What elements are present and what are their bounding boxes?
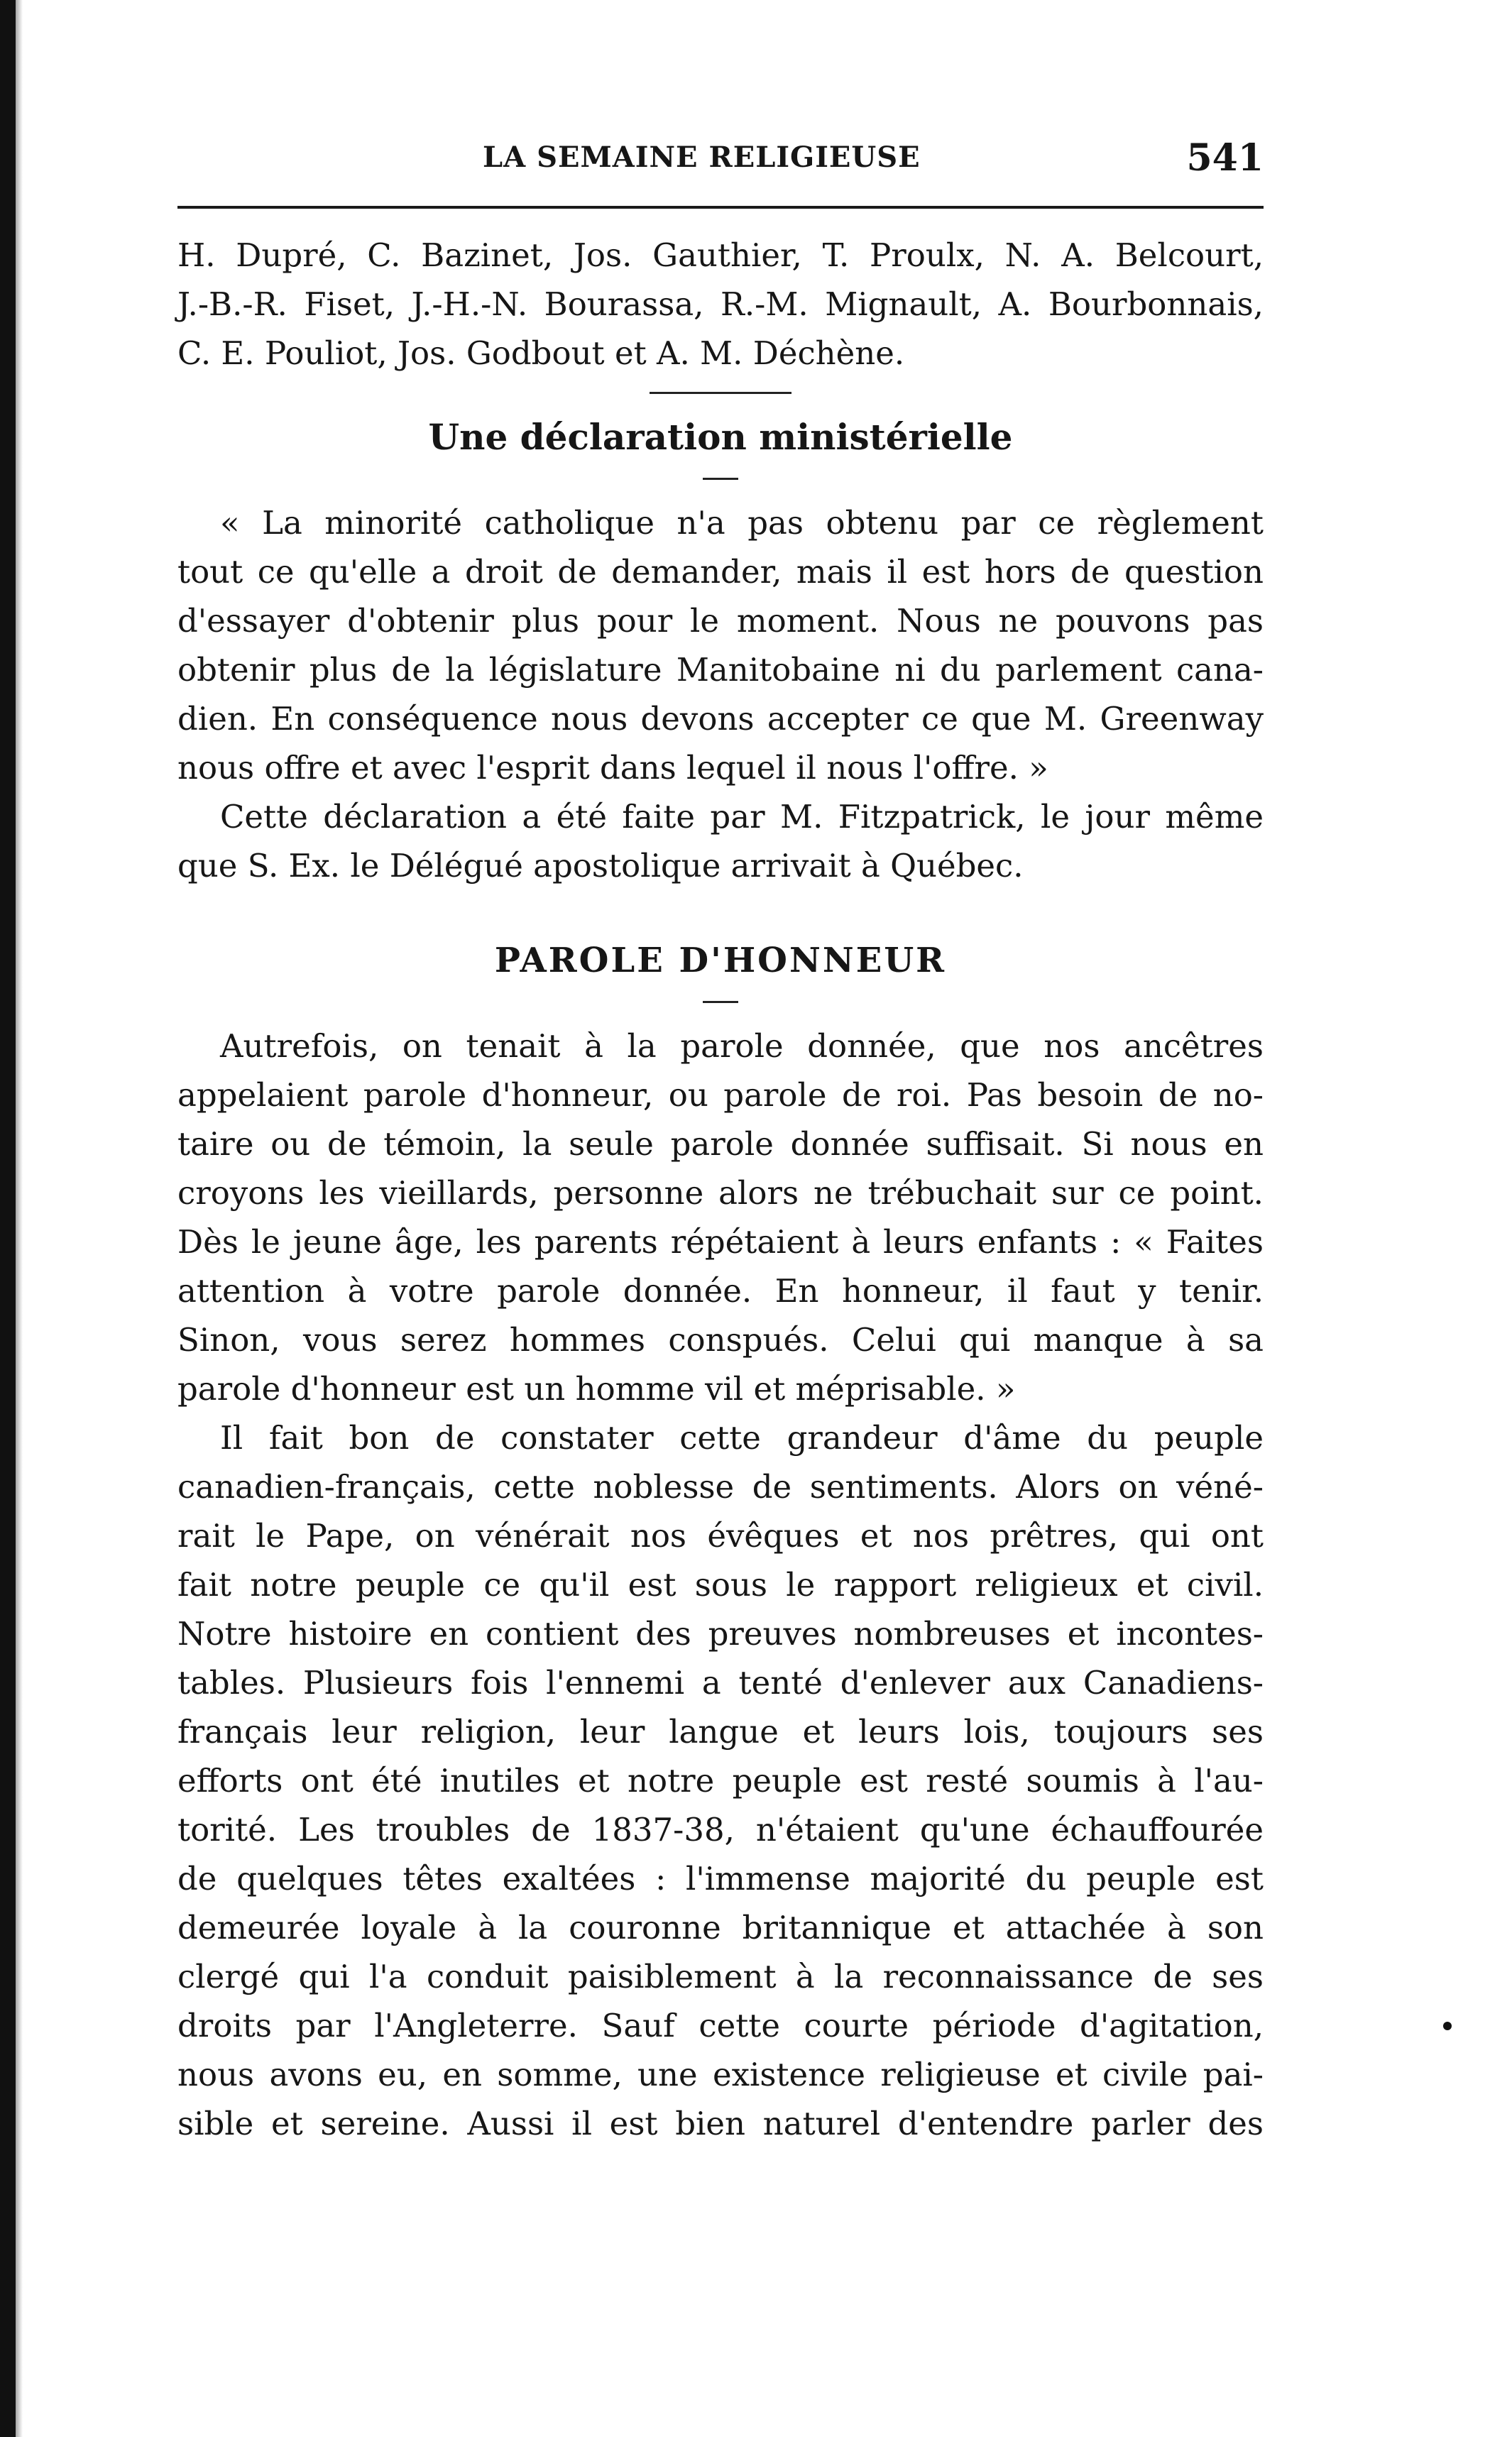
paragraph-line: sible et sereine. Aussi il est bien naturel d'entendre parler des <box>177 2105 1264 2142</box>
paragraph-line: Autrefois, on tenait à la parole donnée, que nos ancêtres <box>220 1027 1264 1065</box>
paragraph-line: efforts ont été inutiles et notre peuple est resté soumis à l'au- <box>177 1762 1264 1800</box>
heading-rule <box>703 478 738 480</box>
heading-rule <box>703 1001 738 1003</box>
margin-ink-dot <box>1443 2022 1452 2030</box>
paragraph-line: canadien-français, cette noblesse de sentiments. Alors on véné- <box>177 1468 1264 1506</box>
paragraph-line: torité. Les troubles de 1837-38, n'étaient qu'une échauffourée <box>177 1811 1264 1849</box>
paragraph-line: de quelques têtes exaltées : l'immense majorité du peuple est <box>177 1860 1264 1897</box>
paragraph-line: tout ce qu'elle a droit de demander, mais il est hors de question <box>177 553 1264 591</box>
paragraph-line: nous avons eu, en somme, une existence religieuse et civile pai- <box>177 2056 1264 2093</box>
paragraph-line: appelaient parole d'honneur, ou parole de roi. Pas besoin de no- <box>177 1076 1264 1114</box>
paragraph-line: Notre histoire en contient des preuves nombreuses et incontes- <box>177 1615 1264 1653</box>
intro-line: C. E. Pouliot, Jos. Godbout et A. M. Déchène. <box>177 334 905 372</box>
paragraph-line: Cette déclaration a été faite par M. Fitzpatrick, le jour même <box>220 798 1264 836</box>
paragraph-line: français leur religion, leur langue et leurs lois, toujours ses <box>177 1713 1264 1751</box>
paragraph-line: taire ou de témoin, la seule parole donnée suffisait. Si nous en <box>177 1125 1264 1163</box>
intro-line: J.-B.-R. Fiset, J.-H.-N. Bourassa, R.-M. Mignault, A. Bourbonnais, <box>177 285 1264 323</box>
paragraph-line: Dès le jeune âge, les parents répétaient à leurs enfants : « Faites <box>177 1223 1264 1261</box>
paragraph-line: Sinon, vous serez hommes conspués. Celui qui manque à sa <box>177 1321 1264 1359</box>
running-header <box>177 136 1264 190</box>
paragraph-line: « La minorité catholique n'a pas obtenu par ce règlement <box>220 504 1264 542</box>
body-text <box>177 231 1264 2148</box>
intro-line: H. Dupré, C. Bazinet, Jos. Gauthier, T. Proulx, N. A. Belcourt, <box>177 236 1264 274</box>
paragraph-line: d'essayer d'obtenir plus pour le moment. Nous ne pouvons pas <box>177 602 1264 640</box>
paragraph-line: tables. Plusieurs fois l'ennemi a tenté d'enlever aux Canadiens- <box>177 1664 1264 1702</box>
running-title: LA SEMAINE RELIGIEUSE <box>483 141 921 174</box>
paragraph-line: clergé qui l'a conduit paisiblement à la reconnaissance de ses <box>177 1958 1264 1995</box>
page-number: 541 <box>1186 136 1264 180</box>
section-divider <box>650 392 791 394</box>
paragraph-line: droits par l'Angleterre. Sauf cette courte période d'agitation, <box>177 2007 1264 2044</box>
header-rule <box>177 206 1264 209</box>
paragraph-line: demeurée loyale à la couronne britannique et attachée à son <box>177 1909 1264 1946</box>
section-heading-declaration: Une déclaration ministérielle <box>428 416 1013 458</box>
paragraph-line: parole d'honneur est un homme vil et méprisable. » <box>177 1370 1016 1408</box>
paragraph-line: fait notre peuple ce qu'il est sous le rapport religieux et civil. <box>177 1566 1264 1604</box>
paragraph-line: croyons les vieillards, personne alors ne trébuchait sur ce point. <box>177 1174 1264 1212</box>
paragraph-line: obtenir plus de la législature Manitobaine ni du parlement cana- <box>177 651 1264 689</box>
paragraph-line: Il fait bon de constater cette grandeur d'âme du peuple <box>220 1419 1264 1457</box>
paragraph-line: rait le Pape, on vénérait nos évêques et nos prêtres, qui ont <box>177 1517 1264 1555</box>
spacer <box>177 890 1264 933</box>
section-heading-parole: PAROLE D'HONNEUR <box>494 941 947 980</box>
paragraph-line: que S. Ex. le Délégué apostolique arrivait à Québec. <box>177 847 1024 885</box>
paragraph-line: dien. En conséquence nous devons accepter ce que M. Greenway <box>177 700 1264 738</box>
paragraph-line: attention à votre parole donnée. En honneur, il faut y tenir. <box>177 1272 1264 1310</box>
paragraph-line: nous offre et avec l'esprit dans lequel il nous l'offre. » <box>177 749 1048 787</box>
